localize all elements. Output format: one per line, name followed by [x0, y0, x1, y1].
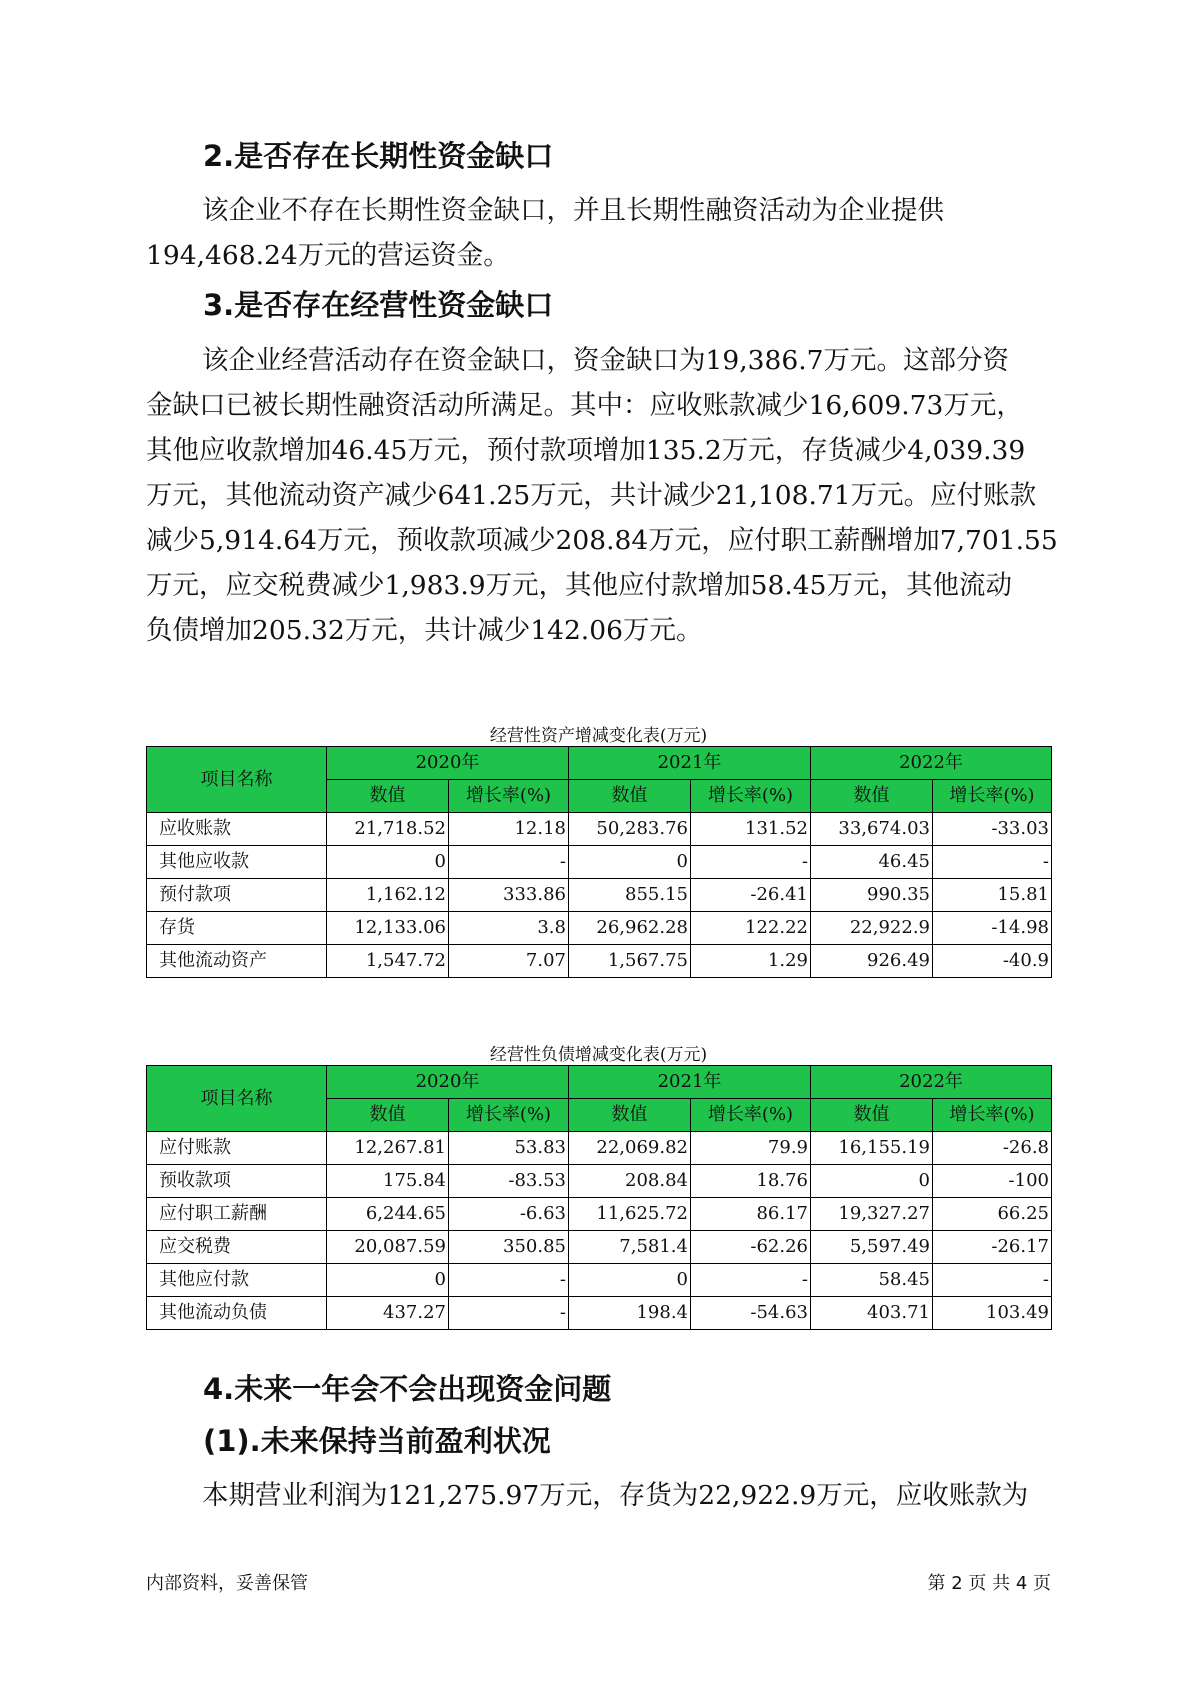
value-cell: 0: [327, 1264, 449, 1297]
row-label: 其他应付款: [147, 1264, 327, 1297]
growth-rate-cell: -40.9: [933, 945, 1052, 978]
growth-rate-cell: 7.07: [449, 945, 569, 978]
text-line: 万元，其他流动资产减少641.25万元，共计减少21,108.71万元。应付账款: [146, 480, 1037, 511]
row-label: 预付款项: [147, 879, 327, 912]
value-cell: 12,133.06: [327, 912, 449, 945]
subsection-heading-current-profit: (1).未来保持当前盈利状况: [203, 1424, 551, 1458]
value-cell: 46.45: [811, 846, 933, 879]
growth-header: 增长率(%): [449, 780, 569, 813]
row-label: 应收账款: [147, 813, 327, 846]
value-cell: 403.71: [811, 1297, 933, 1330]
growth-rate-cell: -6.63: [449, 1198, 569, 1231]
growth-rate-cell: 79.9: [691, 1132, 811, 1165]
value-cell: 50,283.76: [569, 813, 691, 846]
value-cell: 1,567.75: [569, 945, 691, 978]
growth-rate-cell: 3.8: [449, 912, 569, 945]
section-heading-future-funding: 4.未来一年会不会出现资金问题: [203, 1372, 612, 1406]
table-row: [147, 846, 1052, 879]
year-header: 2022年: [811, 747, 1052, 780]
value-cell: 208.84: [569, 1165, 691, 1198]
value-cell: 1,162.12: [327, 879, 449, 912]
table-row: [147, 879, 1052, 912]
value-cell: 175.84: [327, 1165, 449, 1198]
text-line: 该企业经营活动存在资金缺口，资金缺口为19,386.7万元。这部分资: [202, 345, 1010, 376]
paragraph-operating-gap: [146, 338, 1058, 653]
growth-rate-cell: 15.81: [933, 879, 1052, 912]
year-header: 2021年: [569, 1066, 811, 1099]
paragraph-long-term-gap: [146, 188, 1051, 278]
value-cell: 855.15: [569, 879, 691, 912]
row-label: 其他流动负债: [147, 1297, 327, 1330]
table-row: [147, 912, 1052, 945]
value-cell: 437.27: [327, 1297, 449, 1330]
table-row: [147, 1297, 1052, 1330]
value-cell: 58.45: [811, 1264, 933, 1297]
row-label: 存货: [147, 912, 327, 945]
growth-rate-cell: -33.03: [933, 813, 1052, 846]
growth-header: 增长率(%): [933, 780, 1052, 813]
table-row: [147, 1198, 1052, 1231]
value-cell: 990.35: [811, 879, 933, 912]
item-name-header: 项目名称: [147, 747, 327, 813]
growth-rate-cell: 350.85: [449, 1231, 569, 1264]
row-label: 其他应收款: [147, 846, 327, 879]
value-header: 数值: [327, 780, 449, 813]
asset-table-body: [147, 813, 1052, 978]
row-label: 其他流动资产: [147, 945, 327, 978]
growth-header: 增长率(%): [691, 780, 811, 813]
section-heading-operating-gap: 3.是否存在经营性资金缺口: [203, 288, 554, 322]
value-cell: 0: [569, 846, 691, 879]
table-row: [147, 945, 1052, 978]
growth-header: 增长率(%): [449, 1099, 569, 1132]
paragraph-current-profit: [146, 1473, 1051, 1518]
year-header: 2020年: [327, 747, 569, 780]
liability-table-body: [147, 1132, 1052, 1330]
growth-rate-cell: -: [449, 846, 569, 879]
value-header: 数值: [811, 780, 933, 813]
text-line: 其他应收款增加46.45万元，预付款项增加135.2万元，存货减少4,039.39: [146, 435, 1026, 466]
value-cell: 12,267.81: [327, 1132, 449, 1165]
table-row: [147, 1165, 1052, 1198]
growth-header: 增长率(%): [933, 1099, 1052, 1132]
value-cell: 6,244.65: [327, 1198, 449, 1231]
row-label: 应付账款: [147, 1132, 327, 1165]
growth-rate-cell: 66.25: [933, 1198, 1052, 1231]
growth-rate-cell: -26.8: [933, 1132, 1052, 1165]
value-cell: 1,547.72: [327, 945, 449, 978]
value-cell: 5,597.49: [811, 1231, 933, 1264]
year-header: 2021年: [569, 747, 811, 780]
year-header: 2022年: [811, 1066, 1052, 1099]
table-row: [147, 1132, 1052, 1165]
value-header: 数值: [569, 1099, 691, 1132]
value-cell: 0: [327, 846, 449, 879]
value-cell: 16,155.19: [811, 1132, 933, 1165]
growth-rate-cell: -: [933, 1264, 1052, 1297]
row-label: 应付职工薪酬: [147, 1198, 327, 1231]
section-heading-long-term-gap: 2.是否存在长期性资金缺口: [203, 139, 554, 173]
growth-rate-cell: -: [691, 1264, 811, 1297]
item-name-header: 项目名称: [147, 1066, 327, 1132]
growth-rate-cell: 53.83: [449, 1132, 569, 1165]
growth-rate-cell: -: [933, 846, 1052, 879]
value-cell: 7,581.4: [569, 1231, 691, 1264]
growth-rate-cell: 12.18: [449, 813, 569, 846]
value-cell: 198.4: [569, 1297, 691, 1330]
liability-table-caption: 经营性负债增减变化表(万元): [489, 1045, 708, 1065]
growth-rate-cell: 18.76: [691, 1165, 811, 1198]
value-cell: 22,069.82: [569, 1132, 691, 1165]
growth-rate-cell: -: [449, 1297, 569, 1330]
growth-rate-cell: 86.17: [691, 1198, 811, 1231]
asset-change-table: [146, 746, 1052, 978]
growth-rate-cell: 131.52: [691, 813, 811, 846]
text-line: 万元，应交税费减少1,983.9万元，其他应付款增加58.45万元，其他流动: [146, 570, 1013, 601]
growth-rate-cell: -: [691, 846, 811, 879]
table-row: [147, 1264, 1052, 1297]
value-cell: 26,962.28: [569, 912, 691, 945]
value-cell: 21,718.52: [327, 813, 449, 846]
value-cell: 20,087.59: [327, 1231, 449, 1264]
growth-rate-cell: -62.26: [691, 1231, 811, 1264]
text-line: 194,468.24万元的营运资金。: [146, 240, 510, 271]
table-row: [147, 1231, 1052, 1264]
growth-rate-cell: 333.86: [449, 879, 569, 912]
value-cell: 33,674.03: [811, 813, 933, 846]
footer-page-number: 第 2 页 共 4 页: [927, 1573, 1051, 1594]
value-cell: 11,625.72: [569, 1198, 691, 1231]
growth-rate-cell: -26.41: [691, 879, 811, 912]
growth-rate-cell: -100: [933, 1165, 1052, 1198]
growth-rate-cell: -54.63: [691, 1297, 811, 1330]
value-cell: 926.49: [811, 945, 933, 978]
footer-confidential-note: 内部资料，妥善保管: [146, 1573, 308, 1594]
value-header: 数值: [811, 1099, 933, 1132]
liability-change-table: [146, 1065, 1052, 1330]
growth-rate-cell: 103.49: [933, 1297, 1052, 1330]
value-cell: 22,922.9: [811, 912, 933, 945]
value-cell: 19,327.27: [811, 1198, 933, 1231]
growth-rate-cell: 122.22: [691, 912, 811, 945]
asset-table-caption: 经营性资产增减变化表(万元): [489, 726, 708, 746]
growth-rate-cell: -: [449, 1264, 569, 1297]
row-label: 预收款项: [147, 1165, 327, 1198]
text-line: 减少5,914.64万元，预收款项减少208.84万元，应付职工薪酬增加7,701.55: [146, 525, 1058, 556]
growth-rate-cell: 1.29: [691, 945, 811, 978]
text-line: 本期营业利润为121,275.97万元，存货为22,922.9万元，应收账款为: [202, 1480, 1029, 1511]
text-line: 负债增加205.32万元，共计减少142.06万元。: [146, 615, 703, 646]
growth-rate-cell: -83.53: [449, 1165, 569, 1198]
value-header: 数值: [569, 780, 691, 813]
value-cell: 0: [811, 1165, 933, 1198]
value-cell: 0: [569, 1264, 691, 1297]
value-header: 数值: [327, 1099, 449, 1132]
growth-rate-cell: -14.98: [933, 912, 1052, 945]
text-line: 该企业不存在长期性资金缺口，并且长期性融资活动为企业提供: [202, 195, 944, 226]
text-line: 金缺口已被长期性融资活动所满足。其中：应收账款减少16,609.73万元，: [146, 390, 1023, 421]
growth-header: 增长率(%): [691, 1099, 811, 1132]
table-row: [147, 813, 1052, 846]
row-label: 应交税费: [147, 1231, 327, 1264]
year-header: 2020年: [327, 1066, 569, 1099]
growth-rate-cell: -26.17: [933, 1231, 1052, 1264]
